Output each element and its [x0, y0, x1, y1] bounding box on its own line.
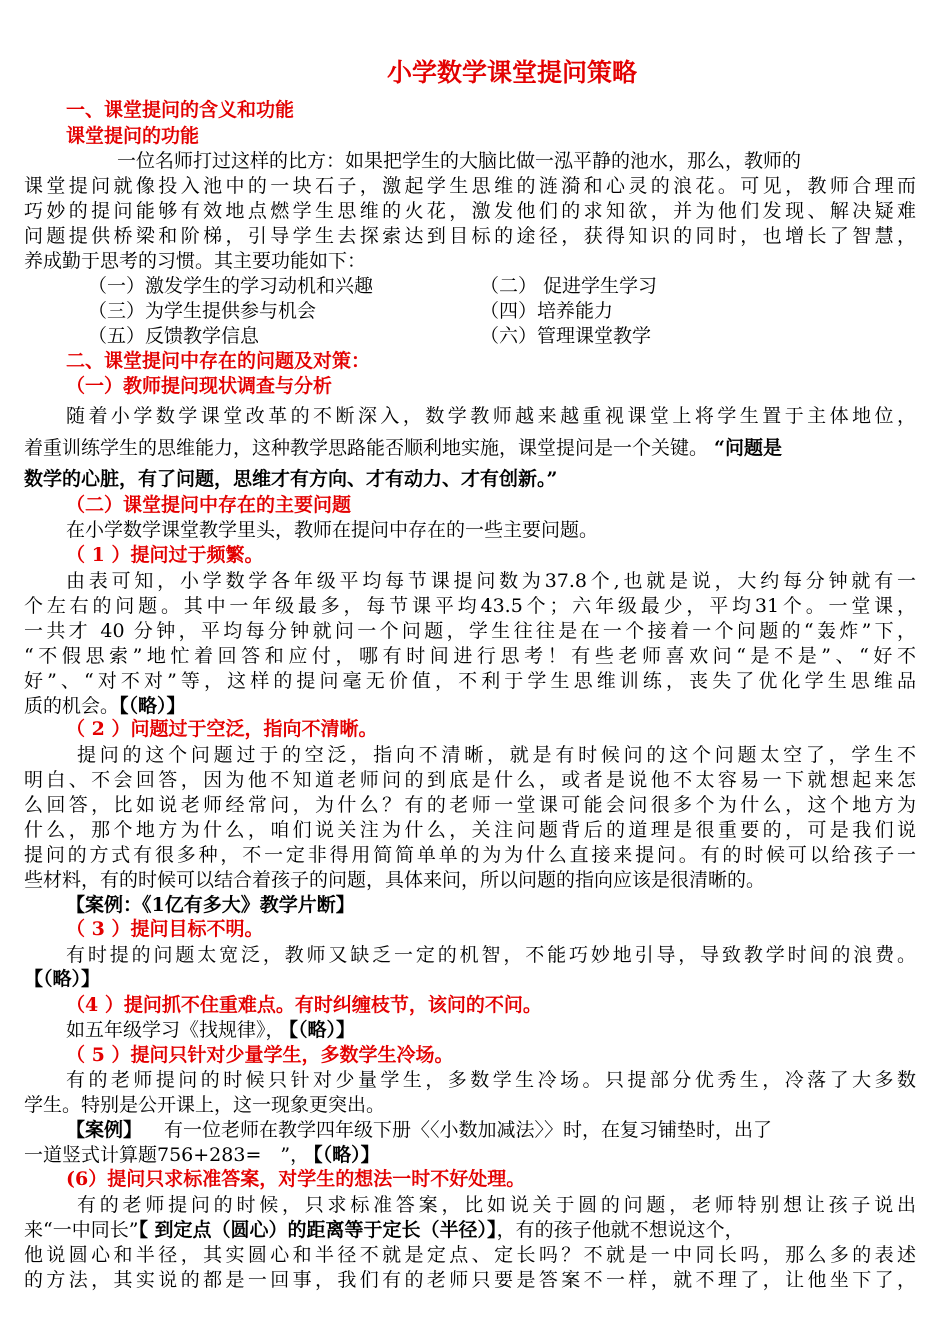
- case-heading: 【案例：《1亿有多大》教学片断】: [66, 894, 355, 916]
- paragraph-line: [66, 1118, 916, 1142]
- paragraph-line: [24, 1143, 380, 1167]
- paragraph-line: 么回答，比如说老师经常问，为什么？有的老师一堂课可能会问很多个为什么，这个地方为: [24, 794, 916, 816]
- function-item: （三）为学生提供参与机会: [88, 300, 317, 322]
- paragraph-line: 巧妙的提问能够有效地点燃学生思维的火花，激发他们的求知欲，并为他们发现、解决疑难: [24, 200, 916, 222]
- paragraph-line: 随着小学数学课堂改革的不断深入，数学教师越来越重视课堂上将学生置于主体地位，: [66, 405, 916, 427]
- paragraph-line: [24, 436, 782, 460]
- paragraph-line: 提问的这个问题过于的空泛，指向不清晰，就是有时候问的这个问题太空了，学生不: [77, 744, 916, 766]
- paragraph-line: 有的老师提问的时候只针对少量学生，多数学生冷场。只提部分优秀生，冷落了大多数: [66, 1069, 916, 1091]
- paragraph-text: 有一位老师在教学四年级下册〈〈小数加减法〉〉时，在复习铺垫时，出了: [164, 1119, 773, 1141]
- problem-heading: （ 3 ）提问目标不明。: [66, 918, 264, 940]
- paragraph-line: 些材料，有的时候可以结合着孩子的问题，具体来问，所以问题的指向应该是很清晰的。: [24, 869, 766, 891]
- omitted-marker: 【（略）】: [288, 1019, 356, 1041]
- function-item: （四）培养能力: [480, 300, 614, 322]
- section-1-heading: 一、课堂提问的含义和功能: [66, 99, 295, 121]
- paragraph-line: “不假思索”地忙着回答和应付，哪有时间进行思考！有些老师喜欢问“是不是”、“好不: [24, 645, 916, 667]
- subsection-heading: （二）课堂提问中存在的主要问题: [66, 494, 352, 516]
- paragraph-line: 明白、不会回答，因为他不知道老师问的到底是什么，或者是说他不太容易一下就想起来怎: [24, 769, 916, 791]
- paragraph-line: 由表可知，小学数学各年级平均每节课提问数为37.8个,也就是说，大约每分钟就有一: [66, 570, 916, 592]
- paragraph-text: 如五年级学习《找规律》，: [66, 1019, 285, 1041]
- problem-heading: （ 1 ）提问过于频繁。: [66, 544, 264, 566]
- paragraph-line: 什么，那个地方为什么，咱们说关注为什么，关注问题背后的道理是很重要的，可是我们说: [24, 819, 916, 841]
- quote-text: “问题是: [714, 437, 782, 459]
- problem-heading: （ 2 ）问题过于空泛，指向不清晰。: [66, 718, 378, 740]
- quote-text: 数学的心脏，有了问题，思维才有方向、才有动力、才有创新。”: [24, 468, 558, 490]
- paragraph-text: 着重训练学生的思维能力，这种教学思路能否顺利地实施，课堂提问是一个关键。: [24, 437, 709, 459]
- paragraph-text: 质的机会。: [24, 695, 120, 717]
- definition-text: 【 到定点（圆心）的距离等于定长（半径）】: [138, 1219, 497, 1241]
- paragraph-line: 的方法，其实说的都是一回事，我们有的老师只要是答案不一样，就不理了，让他坐下了，: [24, 1269, 916, 1291]
- paragraph-line: 有时提的问题太宽泛，教师又缺乏一定的机智，不能巧妙地引导，导致教学时间的浪费。: [66, 944, 916, 966]
- section-2-heading: 二、课堂提问中存在的问题及对策：: [66, 350, 371, 372]
- problem-heading: （4 ）提问抓不住重难点。有时纠缠枝节，该问的不问。: [66, 994, 542, 1016]
- omitted-marker: 【（略）】: [119, 695, 186, 717]
- paragraph-line: 提问的方式有很多种，不一定非得用简简单单的为为什么直接来提问。有的时候可以给孩子一: [24, 844, 916, 866]
- paragraph-line: 个左右的问题。其中一年级最多，每节课平均43.5个；六年级最少，平均31个。一堂课，: [24, 595, 916, 617]
- paragraph-line: 一共才 40 分钟，平均每分钟就问一个问题，学生往往是在一个接着一个问题的“轰炸”下，: [24, 620, 916, 642]
- paragraph-line: 好”、“对不对”等，这样的提问毫无价值，不利于学生思维训练，丧失了优化学生思维品: [24, 670, 916, 692]
- paragraph-line: 一位名师打过这样的比方：如果把学生的大脑比做一泓平静的池水，那么，教师的: [117, 150, 802, 172]
- problem-heading: (6）提问只求标准答案，对学生的想法一时不好处理。: [66, 1168, 526, 1190]
- function-item: （一）激发学生的学习动机和兴趣: [88, 275, 374, 297]
- section-1-subheading: 课堂提问的功能: [66, 125, 200, 147]
- paragraph-line: 他说圆心和半径，其实圆心和半径不就是定点、定长吗？不就是一中同长吗，那么多的表述: [24, 1244, 916, 1266]
- paragraph-line: 问题提供桥梁和阶梯，引导学生去探索达到目标的途径，获得知识的同时，也增长了智慧，: [24, 225, 916, 247]
- page-title: 小学数学课堂提问策略: [387, 58, 638, 87]
- paragraph-text: 一道竖式计算题756+283= ”，: [24, 1144, 310, 1166]
- paragraph-text: 来“一中同长”: [24, 1219, 139, 1241]
- paragraph-line: 养成勤于思考的习惯。其主要功能如下：: [24, 250, 367, 272]
- function-item: （六）管理课堂教学: [480, 325, 652, 347]
- omitted-marker: 【（略）】: [313, 1144, 380, 1166]
- problem-heading: （ 5 ）提问只针对少量学生，多数学生冷场。: [66, 1044, 454, 1066]
- paragraph-line: 学生。特别是公开课上，这一现象更突出。: [24, 1094, 386, 1116]
- paragraph-line: 有的老师提问的时候，只求标准答案，比如说关于圆的问题，老师特别想让孩子说出: [77, 1194, 916, 1216]
- paragraph-line: [66, 1018, 355, 1042]
- function-item: （五）反馈教学信息: [88, 325, 260, 347]
- paragraph-text: ，有的孩子他就不想说这个，: [496, 1219, 744, 1241]
- paragraph-line: [24, 1218, 744, 1242]
- case-label: 【案例】: [66, 1119, 143, 1141]
- function-item: （二） 促进学生学习: [480, 275, 658, 297]
- paragraph-line: 课堂提问就像投入池中的一块石子，激起学生思维的涟漪和心灵的浪花。可见，教师合理而: [24, 175, 916, 197]
- paragraph-line: [24, 694, 186, 718]
- subsection-heading: （一）教师提问现状调查与分析: [66, 375, 333, 397]
- paragraph-line: 在小学数学课堂教学里头，教师在提问中存在的一些主要问题。: [66, 519, 599, 541]
- omitted-marker: 【（略）】: [24, 968, 101, 990]
